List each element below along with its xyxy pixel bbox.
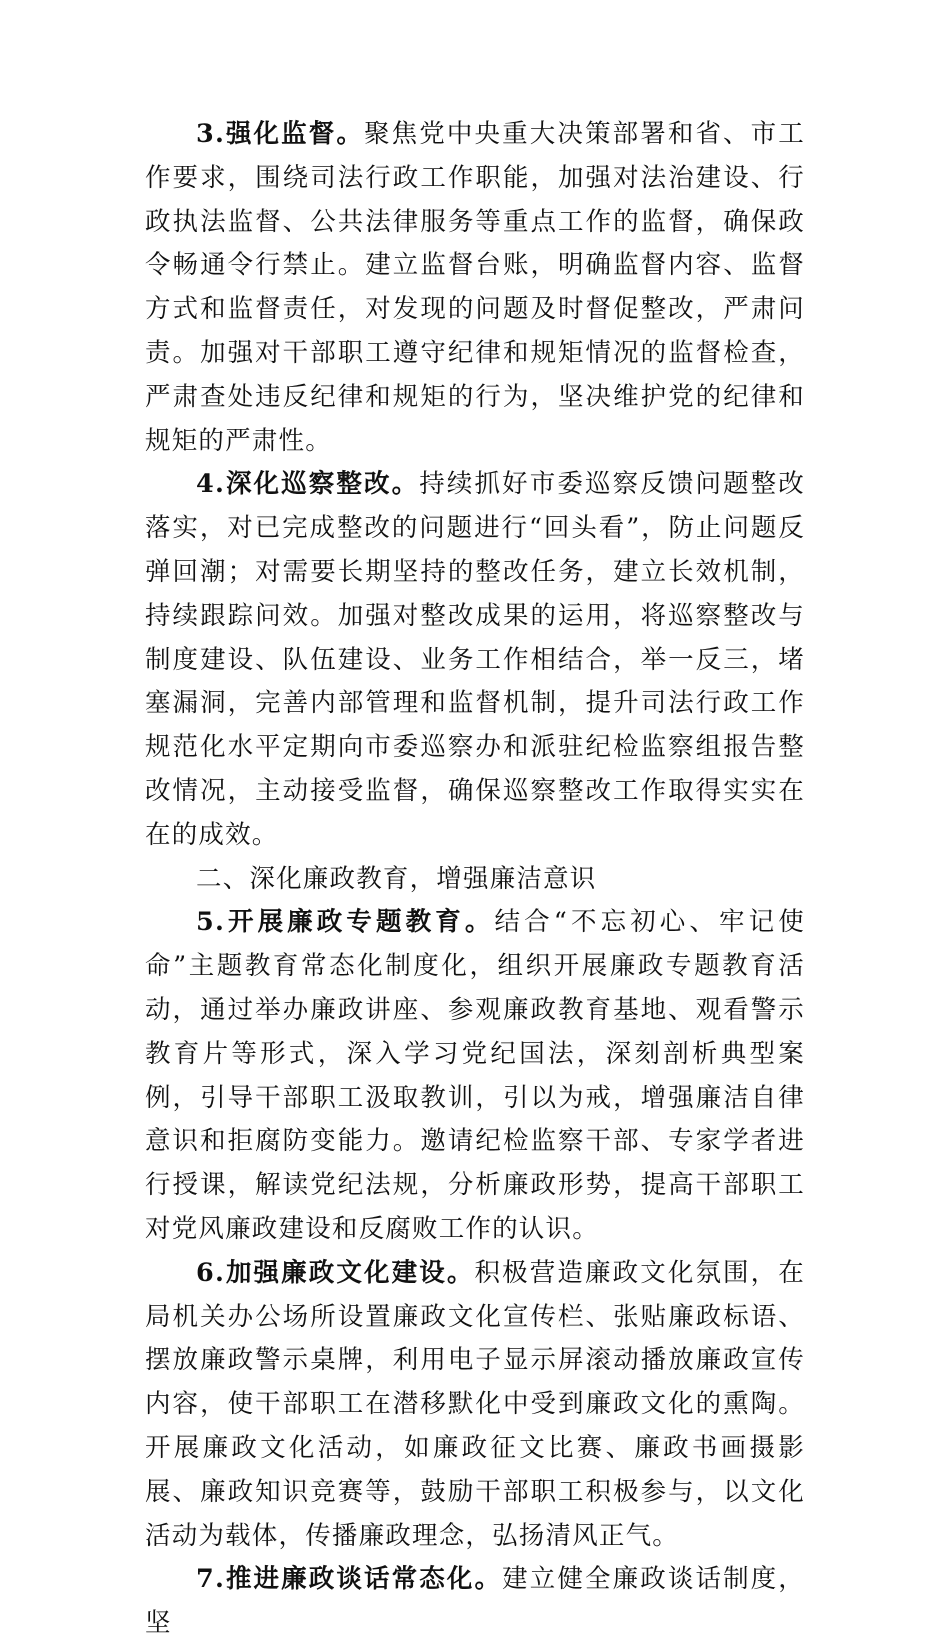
paragraph-text: 建立健全廉政谈话制度，坚 [145, 1564, 805, 1639]
paragraph-integrity-talks [145, 1558, 805, 1646]
paragraph-strengthen-supervision [145, 113, 805, 463]
document-page [145, 113, 805, 1646]
paragraph-lead: 7.推进廉政谈话常态化。 [196, 1564, 503, 1595]
paragraph-integrity-culture [145, 1252, 805, 1559]
paragraph-inspection-rectification [145, 463, 805, 857]
paragraph-lead: 3.强化监督。 [196, 119, 365, 149]
paragraph-text: 聚焦党中央重大决策部署和省、市工作要求，围绕司法行政工作职能，加强对法治建设、行政执法监督、公共法律服务等重点工作的监督，确保政令畅通令行禁止。建立监督台账，明确监督内容、监督方式和监督责任，对发现的问题及时督促整改，严肃问责。加强对干部职工遵守纪律和规矩情况的监督检查，严肃查处违反纪律和规矩的行为，坚决维护党的纪律和规矩的严肃性。 [145, 119, 805, 456]
section-heading: 二、深化廉政教育，增强廉洁意识 [196, 863, 597, 894]
paragraph-lead: 6.加强廉政文化建设。 [196, 1257, 475, 1288]
paragraph-lead: 5.开展廉政专题教育。 [196, 907, 495, 938]
paragraph-text: 积极营造廉政文化氛围，在局机关办公场所设置廉政文化宣传栏、张贴廉政标语、摆放廉政警示桌牌，利用电子显示屏滚动播放廉政宣传内容，使干部职工在潜移默化中受到廉政文化的熏陶。开展廉政文化活动，如廉政征文比赛、廉政书画摄影展、廉政知识竞赛等，鼓励干部职工积极参与，以文化活动为载体，传播廉政理念，弘扬清风正气。 [145, 1257, 805, 1551]
paragraph-lead: 4.深化巡察整改。 [196, 469, 420, 500]
paragraph-text: 持续抓好市委巡察反馈问题整改落实，对已完成整改的问题进行“回头看”，防止问题反弹回潮；对需要长期坚持的整改任务，建立长效机制，持续跟踪问效。加强对整改成果的运用，将巡察整改与制度建设、队伍建设、业务工作相结合，举一反三，堵塞漏洞，完善内部管理和监督机制，提升司法行政工作规范化水平定期向市委巡察办和派驻纪检监察组报告整改情况，主动接受监督，确保巡察整改工作取得实实在在的成效。 [145, 469, 805, 850]
paragraph-text: 结合“不忘初心、牢记使命”主题教育常态化制度化，组织开展廉政专题教育活动，通过举办廉政讲座、参观廉政教育基地、观看警示教育片等形式，深入学习党纪国法，深刻剖析典型案例，引导干部职工汲取教训，引以为戒，增强廉洁自律意识和拒腐防变能力。邀请纪检监察干部、专家学者进行授课，解读党纪法规，分析廉政形势，提高干部职工对党风廉政建设和反腐败工作的认识。 [145, 907, 805, 1244]
paragraph-integrity-education [145, 901, 805, 1251]
